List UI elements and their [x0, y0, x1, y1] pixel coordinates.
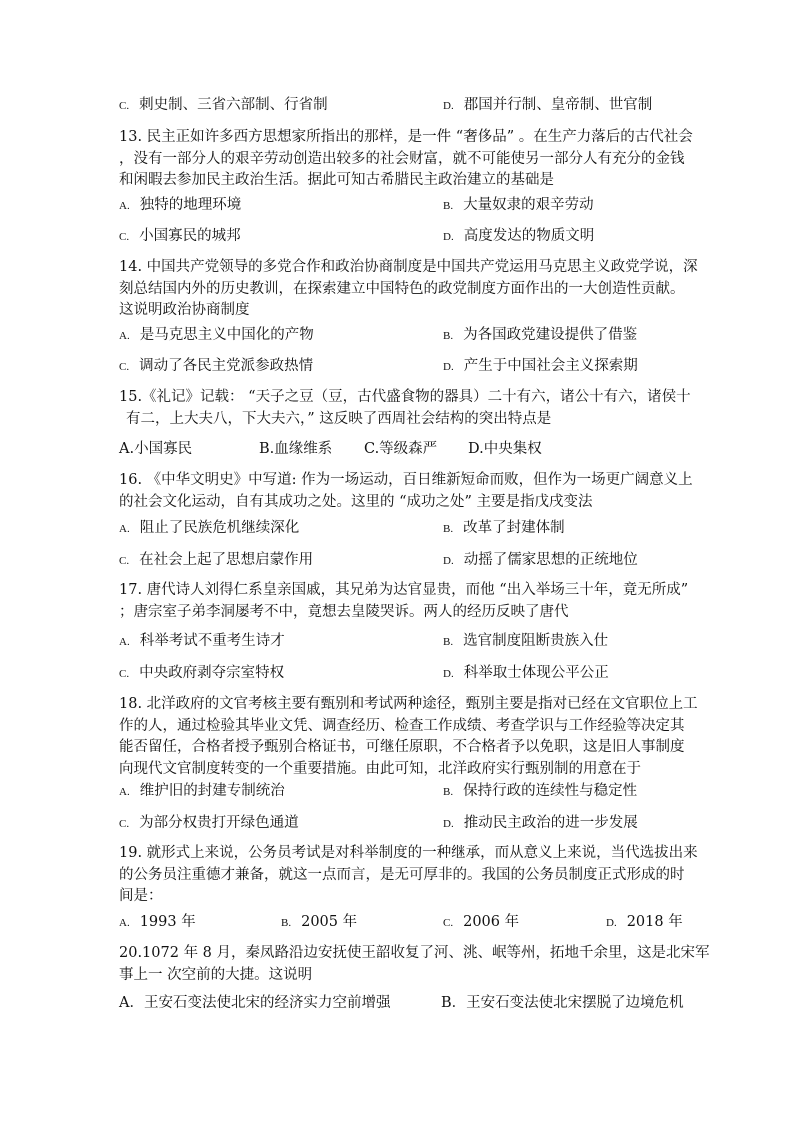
q12-option-d[interactable]: [443, 95, 652, 116]
q17-option-c[interactable]: [119, 663, 284, 684]
stem-line: 刻总结国内外的历史教训，在探索建立中国特色的政党制度方面作出的一大创造性贡献。: [119, 280, 685, 297]
q14-option-a[interactable]: [119, 325, 314, 346]
q18-option-c[interactable]: [119, 813, 299, 834]
option-text: 高度发达的物质文明: [463, 228, 595, 244]
option-letter: D.: [443, 100, 454, 112]
q19-option-d[interactable]: [606, 912, 683, 933]
stem-line: 间是：: [119, 888, 163, 904]
stem-line: 13. 民主正如许多西方思想家所指出的那样，是一件 “奢侈品” 。在生产力落后的古代社会: [119, 129, 693, 145]
option-text: 为各国政党建设提供了借鉴: [463, 327, 638, 343]
option-letter: D.: [443, 668, 454, 680]
option-letter: D.: [443, 231, 454, 243]
q20-option-b[interactable]: B．王安石变法使北宋摆脱了边境危机: [441, 995, 684, 1011]
q17-option-b[interactable]: [443, 631, 608, 652]
stem-line: 20.1072 年 8 月，秦凤路沿边安抚使王韶收复了河、洮、岷等州，拓地千余里，这是北宋军: [119, 945, 710, 961]
q17-option-d[interactable]: [443, 663, 609, 684]
option-text: 2018 年: [626, 914, 683, 930]
option-text: 刺史制、三省六部制、行省制: [139, 97, 328, 113]
option-letter: B.: [443, 523, 454, 535]
option-text: 科举考试不重考生诗才: [139, 633, 285, 649]
q14-option-c[interactable]: [119, 356, 313, 377]
option-letter: C.: [119, 818, 130, 830]
q18-option-b[interactable]: [443, 781, 637, 802]
stem-line: ；唐宗室子弟李洞屡考不中，竟想去皇陵哭诉。两人的经历反映了唐代: [119, 603, 569, 620]
question-13-stem: [119, 127, 693, 192]
option-text: 是马克思主义中国化的产物: [139, 327, 314, 343]
option-letter: B.: [443, 786, 454, 798]
option-letter: B.: [281, 917, 292, 929]
option-letter: C.: [119, 231, 130, 243]
stem-line: 的公务员注重德才兼备，就这一点而言，是无可厚非的。我国的公务员制度正式形成的时: [119, 866, 685, 883]
question-15-stem: [119, 387, 691, 430]
q13-option-d[interactable]: [443, 226, 594, 247]
option-letter: D.: [443, 818, 454, 830]
stem-line: 和闲暇去参加民主政治生活。据此可知古希腊民主政治建立的基础是: [119, 172, 554, 188]
q20-option-a[interactable]: A．王安石变法使北宋的经济实力空前增强: [119, 995, 391, 1011]
q14-option-b[interactable]: [443, 325, 637, 346]
q16-option-d[interactable]: [443, 550, 638, 571]
option-letter: B.: [443, 636, 454, 648]
option-text: 大量奴隶的艰辛劳动: [463, 197, 594, 213]
option-letter: A.: [119, 636, 130, 648]
stem-line: 事上一 次空前的大捷。这说明: [119, 966, 313, 983]
stem-line: 18. 北洋政府的文官考核主要有甄别和考试两种途径，甄别主要是指对已经在文官职位上工: [119, 696, 698, 712]
option-text: 2005 年: [301, 914, 358, 930]
option-letter: C.: [119, 100, 130, 112]
stem-line: 17. 唐代诗人刘得仁系皇亲国戚，其兄弟为达官显贵，而他 “出入举场三十年，竟无所成”: [119, 582, 689, 598]
question-19-stem: [119, 843, 698, 908]
q16-option-a[interactable]: [119, 518, 299, 539]
option-text: 改革了封建体制: [463, 520, 565, 536]
stem-line: 向现代文官制度转变的一个重要措施。由此可知，北洋政府实行甄别制的用意在于: [119, 760, 641, 777]
q15-options: [119, 437, 542, 458]
q15-option-b[interactable]: B.血缘维系: [259, 441, 333, 457]
q19-option-b[interactable]: [281, 912, 357, 933]
stem-line: 19. 就形式上来说，公务员考试是对科举制度的一种继承，而从意义上来说，当代选拔出来: [119, 845, 698, 861]
option-letter: D.: [443, 361, 454, 373]
stem-line: 这说明政治协商制度: [119, 302, 250, 318]
stem-line: 的社会文化运动，自有其成功之处。这里的 “成功之处” 主要是指戊戌变法: [119, 493, 593, 510]
stem-line: 作的人，通过检验其毕业文凭、调查经历、检查工作成绩、考查学识与工作经验等决定其: [119, 717, 685, 734]
option-letter: B.: [443, 200, 454, 212]
q15-option-a[interactable]: A.小国寡民: [119, 441, 193, 457]
option-text: 在社会上起了思想启蒙作用: [139, 552, 314, 568]
q16-option-b[interactable]: [443, 518, 565, 539]
question-20-stem: [119, 943, 710, 986]
question-17-stem: [119, 580, 689, 623]
question-14-stem: [119, 257, 698, 322]
q13-option-b[interactable]: [443, 195, 594, 216]
option-letter: D.: [606, 917, 617, 929]
q19-option-a[interactable]: [119, 912, 196, 933]
question-18-stem: [119, 694, 698, 780]
option-text: 独特的地理环境: [139, 197, 242, 213]
q18-option-a[interactable]: [119, 781, 285, 802]
stem-line: 14. 中国共产党领导的多党合作和政治协商制度是中国共产党运用马克思主义政党学说，深: [119, 259, 698, 275]
option-text: 科举取士体现公平公正: [463, 665, 609, 681]
q12-option-c[interactable]: [119, 95, 328, 116]
option-text: 小国寡民的城邦: [139, 228, 241, 244]
option-letter: D.: [443, 555, 454, 567]
option-letter: A.: [119, 917, 130, 929]
option-letter: A.: [119, 523, 130, 535]
q18-option-d[interactable]: [443, 813, 638, 834]
stem-line: 能否留任，合格者授予甄别合格证书，可继任原职，不合格者予以免职，这是旧人事制度: [119, 739, 685, 755]
option-text: 中央政府剥夺宗室特权: [139, 665, 285, 681]
option-text: 动摇了儒家思想的正统地位: [463, 552, 638, 568]
stem-line: 有二，上大夫八，下大夫六，” 这反映了西周社会结构的突出特点是: [126, 410, 552, 427]
q17-option-a[interactable]: [119, 631, 285, 652]
option-text: 为部分权贵打开绿色通道: [139, 815, 299, 831]
stem-line: 15.《礼记》记载： “天子之豆（豆，古代盛食物的器具）二十有六，诸公十有六，诸侯十: [119, 389, 691, 405]
option-text: 2006 年: [463, 914, 520, 930]
option-text: 阻止了民族危机继续深化: [139, 520, 300, 536]
option-letter: C.: [119, 668, 130, 680]
option-text: 产生于中国社会主义探索期: [463, 358, 638, 374]
option-text: 保持行政的连续性与稳定性: [463, 783, 638, 799]
q15-option-d[interactable]: D.中央集权: [468, 441, 542, 457]
option-letter: C.: [443, 917, 454, 929]
option-text: 维护旧的封建专制统治: [139, 783, 285, 799]
q15-option-c[interactable]: C.等级森严: [364, 441, 438, 457]
option-letter: A.: [119, 786, 130, 798]
stem-line: 16. 《中华文明史》中写道: 作为一场运动，百日维新短命而败，但作为一场更广阔意义上: [119, 472, 693, 488]
question-16-stem: [119, 470, 693, 513]
q13-option-a[interactable]: [119, 195, 241, 216]
option-text: 选官制度阻断贵族入仕: [463, 633, 609, 649]
stem-line: ，没有一部分人的艰辛劳动创造出较多的社会财富，就不可能使另一部分人有充分的金钱: [119, 150, 685, 167]
option-letter: B.: [443, 330, 454, 342]
option-letter: C.: [119, 361, 130, 373]
option-text: 调动了各民主党派参政热情: [139, 358, 314, 374]
q13-option-c[interactable]: [119, 226, 241, 247]
option-text: 1993 年: [139, 914, 196, 930]
option-text: 推动民主政治的进一步发展: [463, 815, 638, 831]
option-letter: A.: [119, 330, 130, 342]
q16-option-c[interactable]: [119, 550, 313, 571]
option-letter: A.: [119, 200, 130, 212]
q14-option-d[interactable]: [443, 356, 638, 377]
q19-option-c[interactable]: [443, 912, 519, 933]
option-letter: C.: [119, 555, 130, 567]
option-text: 郡国并行制、皇帝制、世官制: [463, 97, 653, 113]
